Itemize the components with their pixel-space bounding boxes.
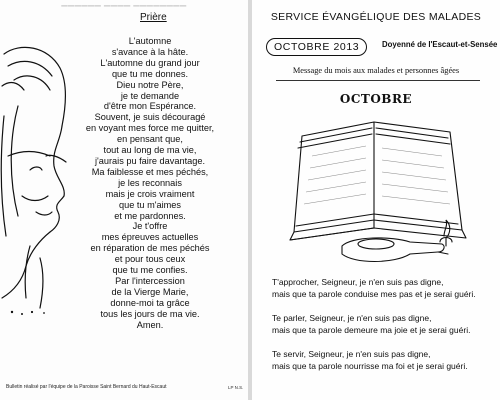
poem-line: Souvent, je suis découragé xyxy=(94,112,206,123)
verse-stanza xyxy=(272,277,497,300)
poem-line: je te demande xyxy=(120,90,180,101)
verse-line: mais que ta parole conduise mes pas et je serai guéri. xyxy=(272,288,476,299)
verse-line: Te parler, Seigneur, je n'en suis pas digne, xyxy=(272,313,432,323)
prayer-title: Prière xyxy=(140,12,167,23)
verse-stanza xyxy=(272,349,497,372)
poem-line: et me pardonnes. xyxy=(114,210,186,221)
verse-stanza xyxy=(272,313,497,336)
month-year-badge: OCTOBRE 2013 xyxy=(266,38,367,56)
elderly-person-sketch xyxy=(0,46,72,328)
monthly-message-subtitle: Message du mois aux malades et personnes âgées xyxy=(292,66,460,75)
bleed-through-text: ▔▔▔▔▔▔ ▔▔▔▔ ▔▔▔▔▔▔▔▔ xyxy=(61,6,187,15)
bulletin-credit: Bulletin réalisé par l'équipe de la Paroisse Saint Bernard du Haut-Escaut xyxy=(6,384,167,390)
subtitle-underline xyxy=(276,80,480,81)
poem-line: L'automne du grand jour xyxy=(100,57,200,68)
verse-line: mais que ta parole nourrisse ma foi et je serai guéri. xyxy=(272,360,468,371)
poem-line: que tu me donnes. xyxy=(111,68,189,79)
poem-line: j'aurais pu faire davantage. xyxy=(94,155,206,166)
poem-line: Amen. xyxy=(136,319,164,330)
poem-line: donne-moi ta grâce xyxy=(110,297,190,308)
poem-line: que tu m'aimes xyxy=(118,199,181,210)
page-reference: LP N.S. xyxy=(228,385,244,390)
poem-line: tout au long de ma vie, xyxy=(103,145,197,156)
poem-line: de la Vierge Marie, xyxy=(111,286,189,297)
poem-line: mais je crois vraiment xyxy=(105,188,195,199)
poem-line: en réparation de mes péchés xyxy=(90,243,210,254)
right-page xyxy=(252,0,500,400)
deanery-name: Doyenné de l'Escaut-et-Sensée xyxy=(382,40,498,49)
poem-line: d'être mon Espérance. xyxy=(103,101,197,112)
poem-line: et pour tous ceux xyxy=(114,254,186,265)
poem-line: Je t'offre xyxy=(132,221,168,232)
month-art-title: OCTOBRE xyxy=(339,92,413,106)
verse-line: T'approcher, Seigneur, je n'en suis pas digne, xyxy=(272,277,444,287)
poem-line: en pensant que, xyxy=(117,134,183,145)
poem-line: Ma faiblesse et mes péchés, xyxy=(91,166,209,177)
prayer-poem xyxy=(70,36,230,330)
poem-line: tous les jours de ma vie. xyxy=(100,308,200,319)
poem-line: s'avance à la hâte. xyxy=(111,46,189,57)
poem-line: mes épreuves actuelles xyxy=(101,232,199,243)
verse-line: Te servir, Seigneur, je n'en suis pas digne, xyxy=(272,349,431,359)
service-title: SERVICE ÉVANGÉLIQUE DES MALADES xyxy=(270,11,482,23)
poem-line: L'automne xyxy=(128,36,172,46)
poem-line: je les reconnais xyxy=(118,177,182,188)
poem-line: que tu me confies. xyxy=(112,265,188,276)
poem-line: Dieu notre Père, xyxy=(116,79,184,90)
open-bible-with-lamp-illustration xyxy=(282,108,472,268)
poem-line: Par l'intercession xyxy=(115,275,185,286)
verse-line: mais que ta parole demeure ma joie et je serai guéri. xyxy=(272,324,471,335)
left-page xyxy=(0,0,248,400)
poem-line: en voyant mes force me quitter, xyxy=(85,123,215,134)
